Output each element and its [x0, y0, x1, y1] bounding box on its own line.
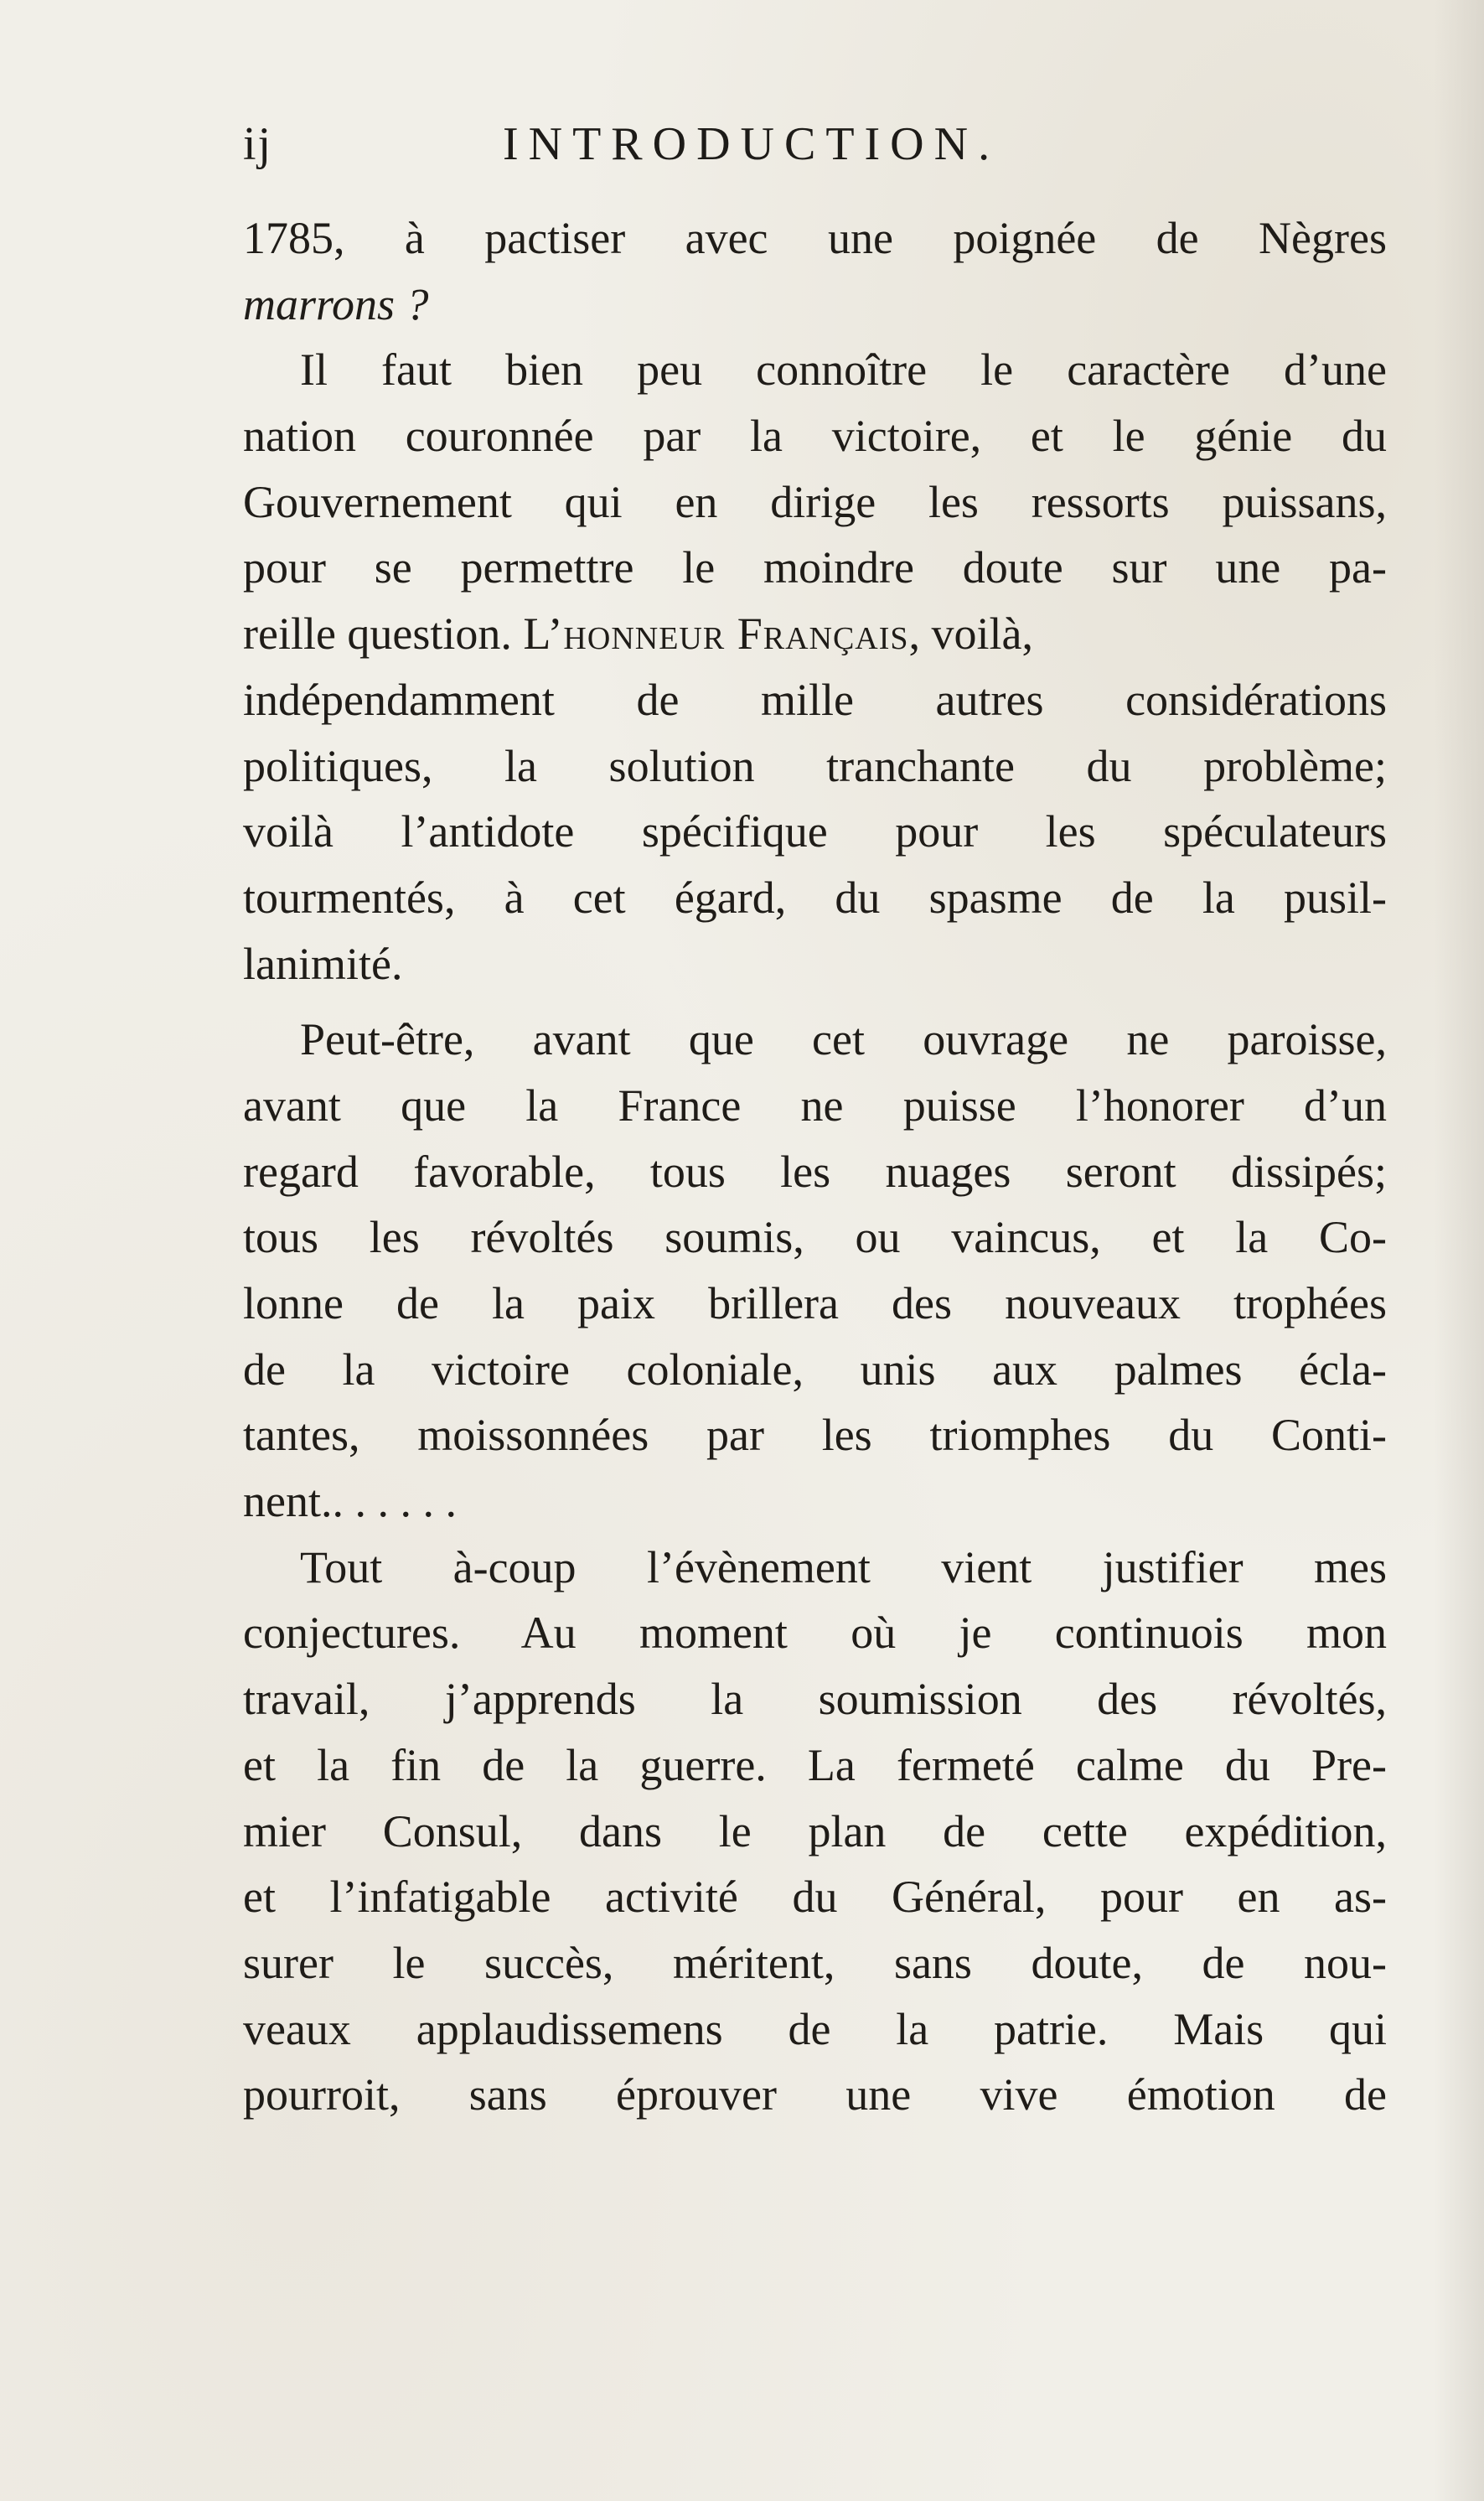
text-line: Il faut bien peu connoître le caractère d’une — [300, 344, 1387, 396]
text-line: pourroit, sans éprouver une vive émotion de — [243, 2069, 1387, 2120]
text-line: et l’infatigable activité du Général, pour en as- — [243, 1872, 1387, 1923]
emphasis-smallcaps: L’honneur Français — [523, 608, 909, 660]
text-line: Peut-être, avant que cet ouvrage ne paroisse, — [300, 1014, 1387, 1065]
text-line: lanimité. — [243, 938, 403, 989]
paragraph-gap — [243, 997, 1387, 1007]
text-line: regard favorable, tous les nuages seront dissipés; — [243, 1146, 1387, 1197]
text-line-mixed — [243, 601, 1387, 667]
text-line: nation couronnée par la victoire, et le génie du — [243, 411, 1387, 462]
text-line: tantes, moissonnées par les triomphes du Conti- — [243, 1410, 1387, 1461]
text-line: surer le succès, méritent, sans doute, de nou- — [243, 1937, 1387, 1988]
running-head: INTRODUCTION. — [503, 118, 1001, 170]
body-text — [243, 205, 1387, 2128]
text-line: Tout à-coup l’évènement vient justifier mes — [300, 1541, 1387, 1592]
text-line: politiques, la solution tranchante du problème; — [243, 740, 1387, 791]
page-number: ij — [243, 118, 273, 170]
text-line: avant que la France ne puisse l’honorer d’un — [243, 1080, 1387, 1131]
text-line: lonne de la paix brillera des nouveaux trophées — [243, 1278, 1387, 1328]
text-line: de la victoire coloniale, unis aux palmes écla- — [243, 1344, 1387, 1395]
text-line: pour se permettre le moindre doute sur une pa- — [243, 542, 1387, 593]
text-line: mier Consul, dans le plan de cette expédition, — [243, 1805, 1387, 1856]
text-line: indépendamment de mille autres considérations — [243, 674, 1387, 725]
text-line: nent.. . . . . . — [243, 1476, 457, 1527]
text-line: conjectures. Au moment où je continuois mon — [243, 1608, 1387, 1659]
text-line: Gouvernement qui en dirige les ressorts puissans, — [243, 476, 1387, 527]
page-header — [243, 117, 1391, 184]
text-line: travail, j’apprends la soumission des révoltés, — [243, 1674, 1387, 1725]
text-fragment: reille question. — [243, 608, 512, 660]
text-line: et la fin de la guerre. La fermeté calme du Pre- — [243, 1739, 1387, 1790]
text-line: tous les révoltés soumis, ou vaincus, et la Co- — [243, 1212, 1387, 1263]
text-line: 1785, à pactiser avec une poignée de Nègres — [243, 213, 1387, 263]
page-edge-shadow — [1434, 0, 1484, 2501]
text-line: voilà l’antidote spécifique pour les spéculateurs — [243, 806, 1387, 857]
text-line: veaux applaudissemens de la patrie. Mais qui — [243, 2003, 1387, 2054]
text-line: marrons ? — [243, 278, 429, 329]
text-line: tourmentés, à cet égard, du spasme de la pusil- — [243, 872, 1387, 923]
text-fragment: , voilà, — [908, 608, 1034, 660]
